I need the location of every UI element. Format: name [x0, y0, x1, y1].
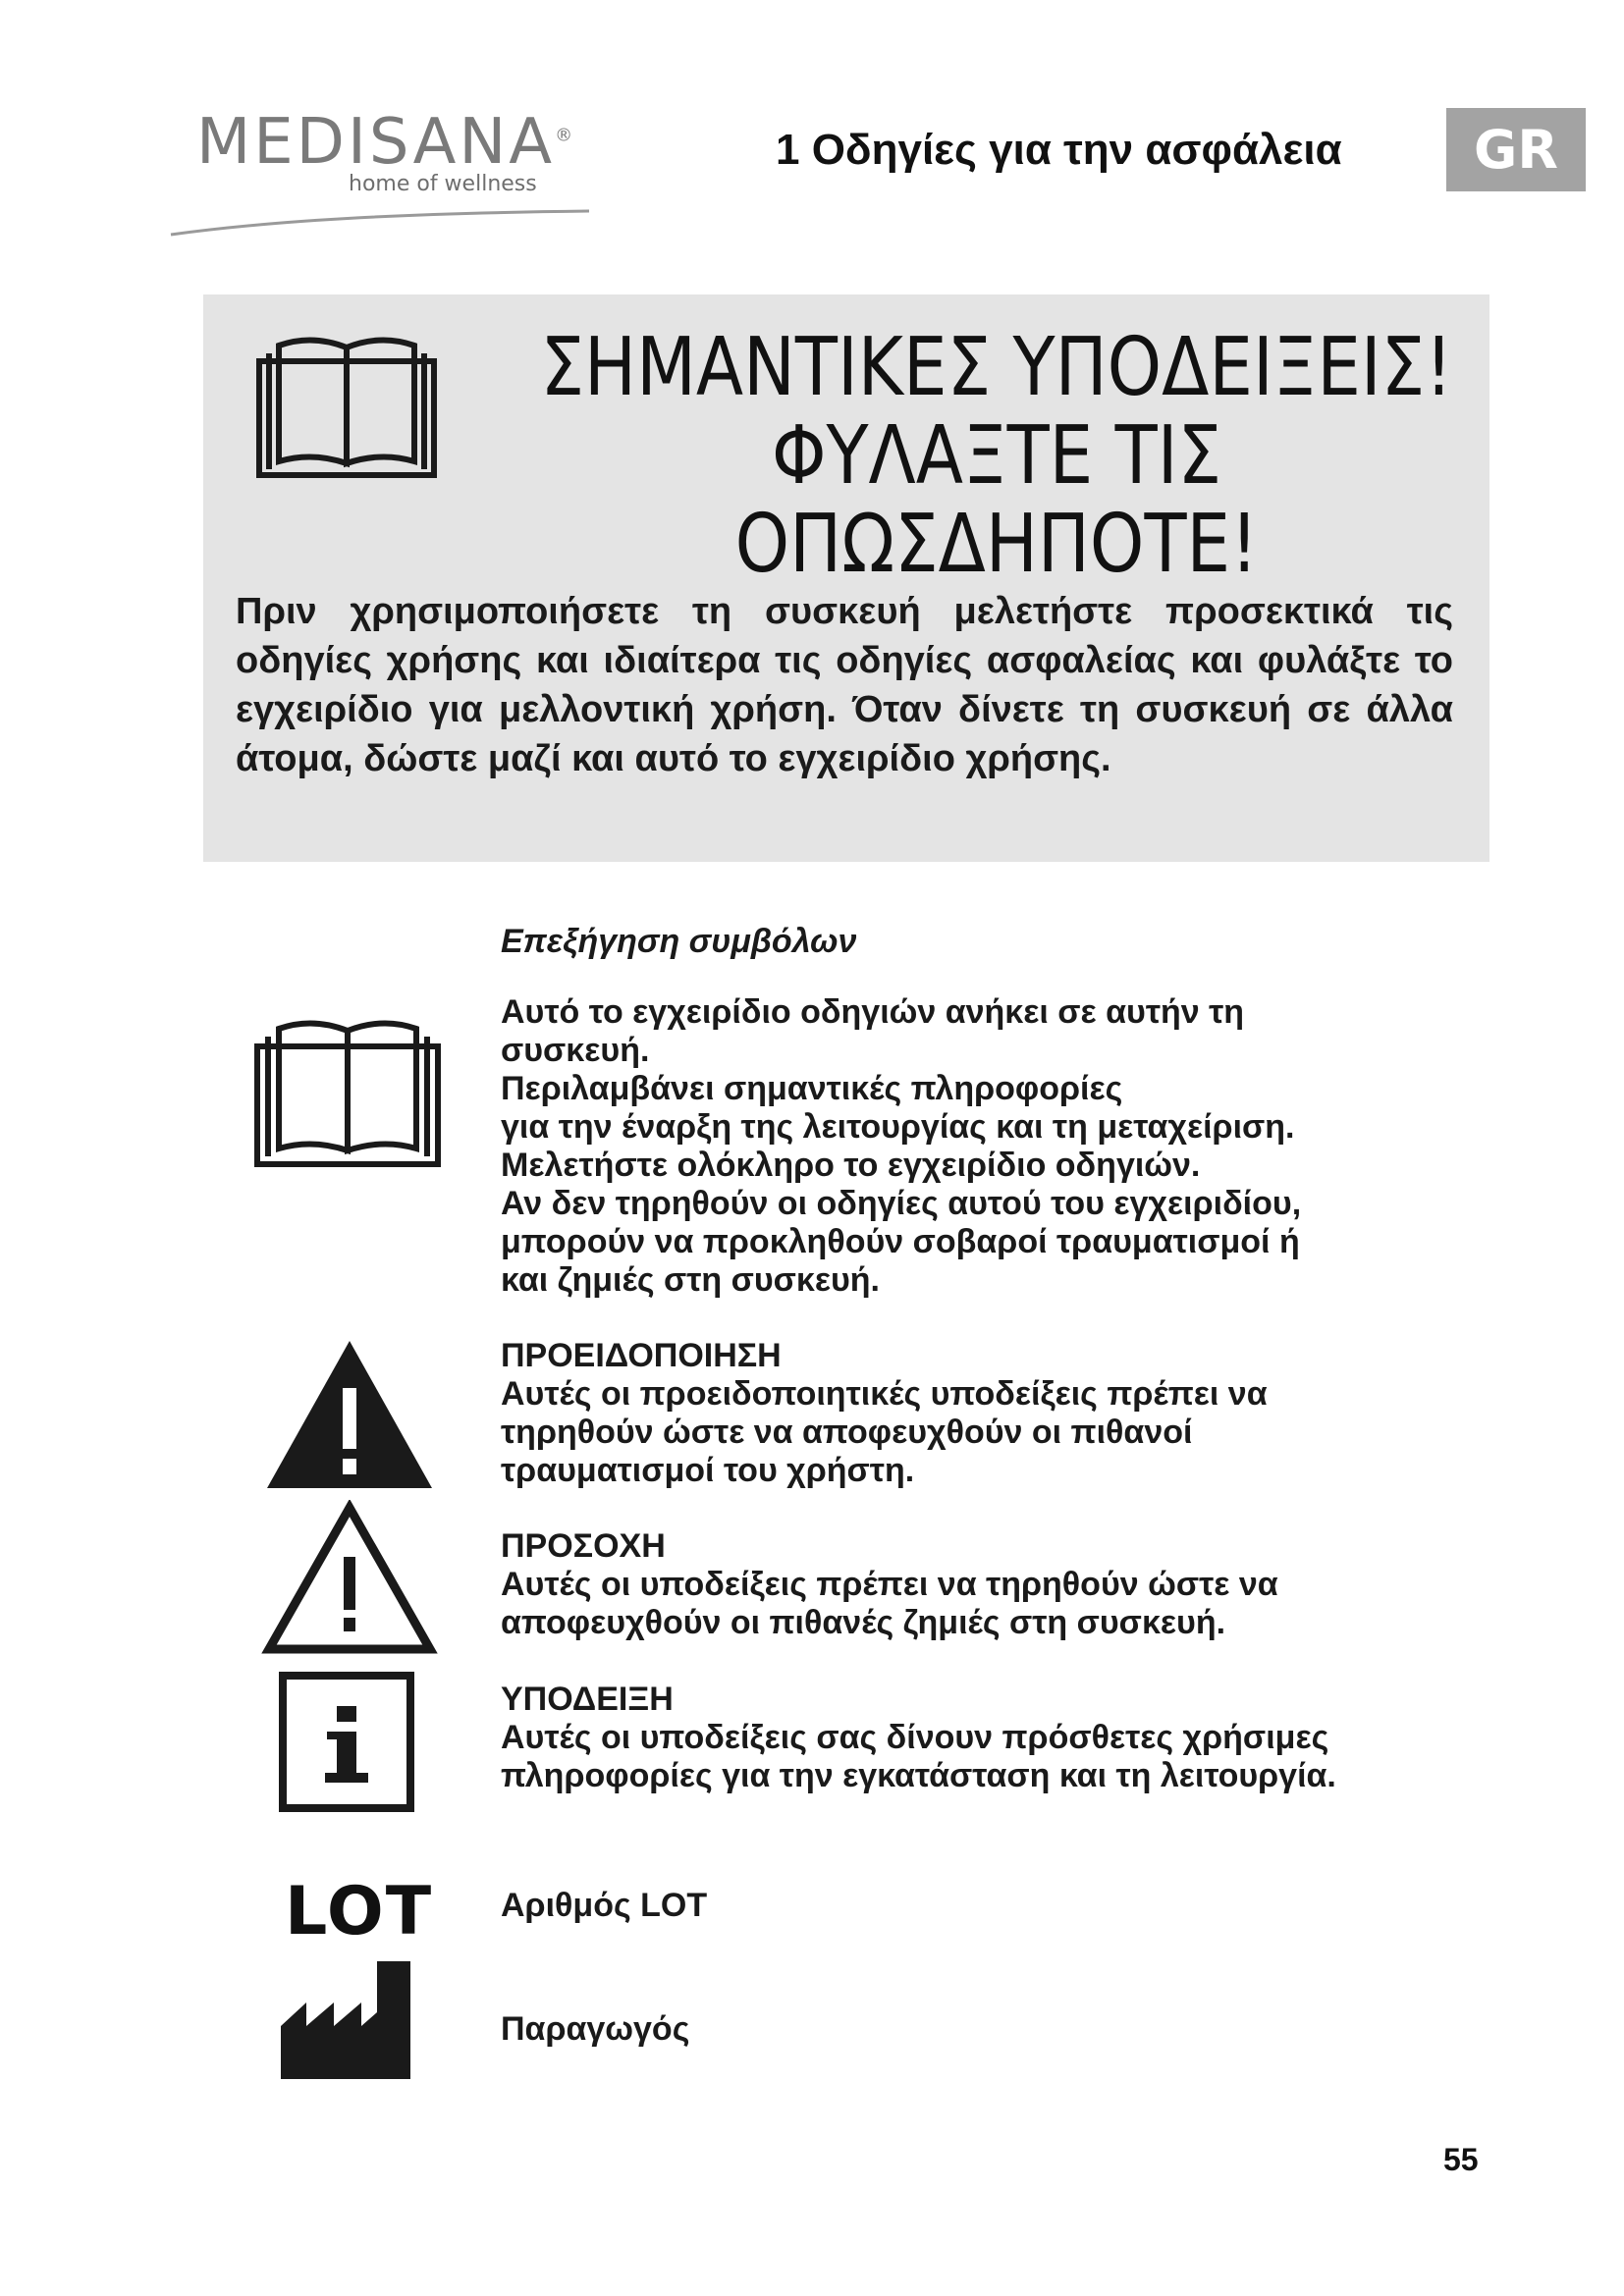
caution-heading: ΠΡΟΣΟΧΗ	[501, 1527, 666, 1565]
manufacturer-label: Παραγωγός	[501, 2010, 690, 2048]
info-icon	[278, 1671, 415, 1813]
symbols-title: Επεξήγηση συμβόλων	[501, 923, 857, 960]
lot-icon: LOT	[285, 1873, 434, 1950]
logo-swoosh-icon	[167, 191, 599, 240]
warning-filled-icon	[263, 1337, 436, 1494]
notice-heading-line: ΟΠΩΣΔΗΠΟΤΕ!	[734, 498, 1259, 591]
caution-outline-icon	[261, 1500, 438, 1657]
text-line: τηρηθούν ώστε να αποφευχθούν οι πιθανοί	[501, 1414, 1193, 1451]
text-line: Αυτό το εγχειρίδιο οδηγιών ανήκει σε αυτήν τη	[501, 993, 1245, 1031]
lot-label: Αριθμός LOT	[501, 1887, 708, 1924]
text-line: Αυτές οι υποδείξεις σας δίνουν πρόσθετες χρήσιμες	[501, 1719, 1329, 1756]
notice-body: Πριν χρησιμοποιήσετε τη συσκευή μελετήστε προσεκτικά τις οδηγίες χρήσης και ιδιαίτερα τις οδηγίες ασφαλείας και φυλάξτε το εγχειρίδιο για μελλοντική χρήση. Όταν δίνετε τη συσκευή σε άλλα άτομα, δώστε μαζί και αυτό το εγχειρίδιο χρήσης.	[236, 591, 1453, 779]
text-line: μπορούν να προκληθούν σοβαροί τραυματισμοί ή	[501, 1223, 1300, 1260]
text-line: πληροφορίες για την εγκατάσταση και τη λειτουργία.	[501, 1757, 1336, 1794]
manual-symbol-text	[501, 993, 1492, 1300]
text-line: για την έναρξη της λειτουργίας και τη μεταχείριση.	[501, 1108, 1295, 1146]
section-title: 1 Οδηγίες για την ασφάλεια	[776, 126, 1342, 174]
text-line: Αν δεν τηρηθούν οι οδηγίες αυτού του εγχειριδίου,	[501, 1185, 1302, 1222]
text-line: αποφευχθούν οι πιθανές ζημιές στη συσκευή.	[501, 1604, 1226, 1641]
text-line: και ζημιές στη συσκευή.	[501, 1261, 881, 1299]
notice-heading-line: ΦΥΛΑΞΤΕ ΤΙΣ	[771, 409, 1222, 503]
book-icon	[253, 326, 440, 483]
text-line: συσκευή.	[501, 1032, 650, 1069]
logo-wordmark: MEDISANA®	[196, 106, 576, 179]
text-line: Αυτές οι υποδείξεις πρέπει να τηρηθούν ώστε να	[501, 1566, 1278, 1603]
note-heading: ΥΠΟΔΕΙΞΗ	[501, 1681, 674, 1718]
text-line: Περιλαμβάνει σημαντικές πληροφορίες	[501, 1070, 1123, 1107]
language-badge: GR	[1446, 108, 1586, 191]
note-symbol-text	[501, 1681, 1492, 1795]
notice-heading	[512, 321, 1483, 591]
logo-tagline: home of wellness	[349, 172, 537, 196]
text-line: Μελετήστε ολόκληρο το εγχειρίδιο οδηγιών.	[501, 1147, 1201, 1184]
notice-heading-line: ΣΗΜΑΝΤΙΚΕΣ ΥΠΟΔΕΙΞΕΙΣ!	[540, 321, 1453, 414]
text-line: τραυματισμοί του χρήστη.	[501, 1452, 915, 1489]
warning-symbol-text	[501, 1337, 1492, 1490]
text-line: Αυτές οι προειδοποιητικές υποδείξεις πρέπει να	[501, 1375, 1268, 1413]
caution-symbol-text	[501, 1527, 1492, 1642]
warning-heading: ΠΡΟΕΙΔΟΠΟΙΗΣΗ	[501, 1337, 782, 1374]
book-icon	[251, 1009, 444, 1172]
page-number: 55	[1443, 2142, 1479, 2177]
factory-icon	[279, 1959, 414, 2081]
